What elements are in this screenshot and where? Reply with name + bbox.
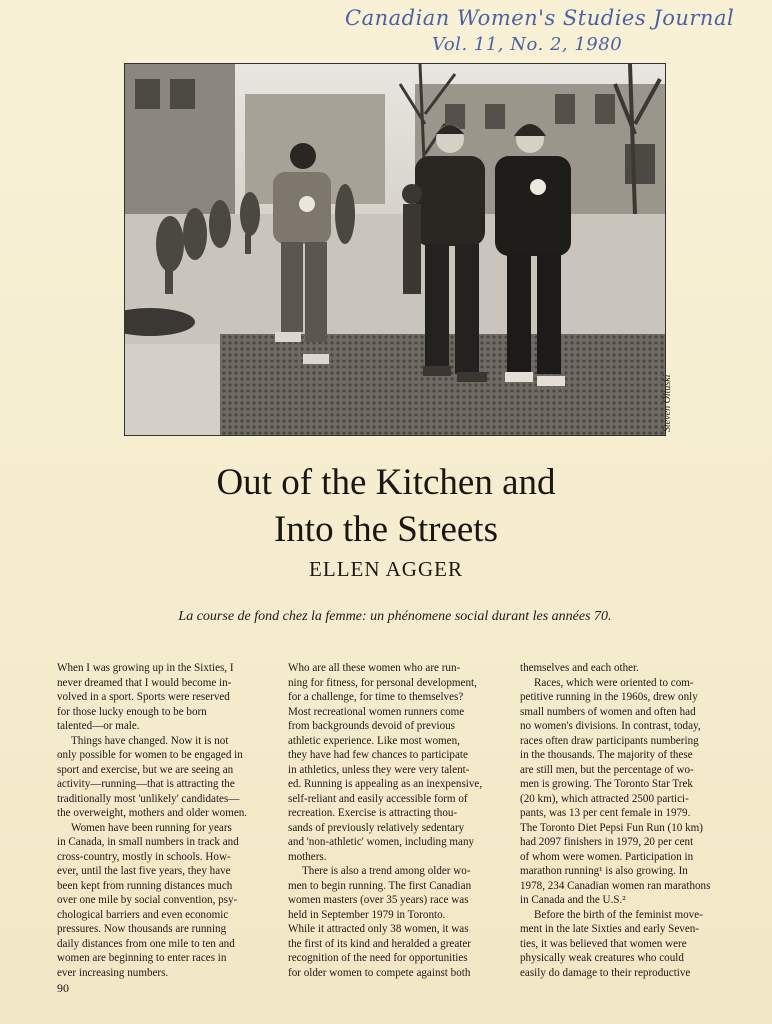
text-line: self-reliant and easily accessible form of bbox=[288, 792, 468, 805]
text-line: no women's divisions. In contrast, today, bbox=[520, 720, 701, 732]
text-line: are still men, but the percentage of wo- bbox=[520, 763, 694, 776]
text-line: ever, until the last five years, they have bbox=[57, 865, 231, 877]
text-line: The Toronto Diet Pepsi Fun Run (10 km) bbox=[520, 821, 703, 834]
runner-left bbox=[273, 143, 331, 364]
text-line: in the thousands. The majority of these bbox=[520, 749, 693, 761]
text-line: ties, it was believed that women were bbox=[520, 937, 687, 950]
text-line: they have had few chances to participate bbox=[288, 749, 468, 761]
text-line: and 'non-athletic' women, including many bbox=[288, 836, 475, 848]
text-line: for a challenge, for time to themselves? bbox=[288, 691, 464, 703]
text-line: themselves and each other. bbox=[520, 662, 639, 674]
text-line: small numbers of women and often had bbox=[520, 705, 696, 718]
runners-photo-illustration bbox=[125, 64, 665, 435]
text-line: While it attracted only 38 women, it was bbox=[288, 923, 469, 935]
text-line: talented—or male. bbox=[57, 720, 140, 732]
text-line: cross-country, mostly in schools. How- bbox=[57, 850, 231, 863]
text-line: volved in a sport. Sports were reserved bbox=[57, 691, 230, 703]
text-line: easily do damage to their reproductive bbox=[520, 966, 691, 979]
text-column-1 bbox=[57, 661, 275, 980]
text-line: the overweight, mothers and older women. bbox=[57, 807, 248, 819]
text-line: ed. Running is appealing as an inexpensive, bbox=[288, 778, 483, 790]
text-line: Who are all these women who are run- bbox=[288, 662, 461, 674]
text-line: had 2097 finishers in 1979, 20 per cent bbox=[520, 836, 694, 848]
text-line: Before the birth of the feminist move- bbox=[534, 908, 703, 921]
text-line: women are beginning to enter races in bbox=[57, 952, 227, 964]
text-line: recognition of the need for opportunities bbox=[288, 952, 468, 964]
text-line: (20 km), which attracted 2500 partici- bbox=[520, 792, 689, 805]
text-line: only possible for women to be engaged in bbox=[57, 749, 243, 761]
text-line: daily distances from one mile to ten and bbox=[57, 937, 235, 950]
text-line: physically weak creatures who could bbox=[520, 952, 684, 964]
text-line: Races, which were oriented to com- bbox=[534, 676, 694, 689]
text-line: pants, was 13 per cent female in 1979. bbox=[520, 807, 691, 819]
text-line: When I was growing up in the Sixties, I bbox=[57, 662, 234, 674]
text-line: mothers. bbox=[288, 850, 327, 863]
text-line: the first of its kind and heralded a greater bbox=[288, 937, 471, 950]
text-line: been kept from running distances much bbox=[57, 879, 233, 892]
text-line: sands of previously relatively sedentary bbox=[288, 821, 465, 834]
text-line: for those lucky enough to be born bbox=[57, 705, 207, 718]
text-line: from backgrounds devoid of previous bbox=[288, 720, 455, 732]
text-line: Things have changed. Now it is not bbox=[71, 734, 229, 747]
text-line: in athletics, unless they were very talent- bbox=[288, 763, 470, 776]
text-column-3 bbox=[520, 661, 750, 980]
photo-credit: Steven Oltuski bbox=[662, 374, 673, 432]
text-line: ever increasing numbers. bbox=[57, 966, 169, 979]
text-line: recreation. Exercise is attracting thou- bbox=[288, 807, 458, 819]
text-line: men to begin running. The first Canadian bbox=[288, 879, 472, 892]
text-line: never dreamed that I would become in- bbox=[57, 676, 232, 689]
text-line: sport and exercise, but we are seeing an bbox=[57, 763, 234, 776]
text-line: chological barriers and even economic bbox=[57, 908, 229, 921]
text-line: for older women to compete against both bbox=[288, 966, 471, 979]
page-number: 90 bbox=[57, 981, 69, 995]
text-line: in Canada, in small numbers in track and bbox=[57, 836, 239, 848]
handwritten-journal-name: Canadian Women's Studies Journal bbox=[345, 6, 735, 30]
text-line: over one mile by social convention, psy- bbox=[57, 894, 238, 906]
text-line: Women have been running for years bbox=[71, 821, 232, 834]
text-line: 1978, 234 Canadian women ran marathons bbox=[520, 879, 711, 892]
text-line: pressures. Now thousands are running bbox=[57, 923, 227, 935]
text-line: athletic experience. Like most women, bbox=[288, 734, 460, 747]
text-line: in Canada and the U.S.² bbox=[520, 894, 626, 906]
text-line: of whom were women. Participation in bbox=[520, 850, 694, 863]
article-title-line-1: Out of the Kitchen and bbox=[216, 462, 556, 503]
article-author: ELLEN AGGER bbox=[309, 557, 463, 581]
text-line: petitive running in the 1960s, drew only bbox=[520, 691, 698, 703]
text-line: women masters (over 35 years) race was bbox=[288, 894, 469, 906]
text-line: traditionally most 'unlikely' candidates— bbox=[57, 792, 240, 805]
text-line: ning for fitness, for personal development, bbox=[288, 676, 477, 689]
text-line: races often draw participants numbering bbox=[520, 734, 699, 747]
text-line: Most recreational women runners come bbox=[288, 705, 465, 718]
text-line: ment in the late Sixties and early Seven- bbox=[520, 923, 699, 935]
text-line: men is growing. The Toronto Star Trek bbox=[520, 778, 693, 790]
text-line: held in September 1979 in Toronto. bbox=[288, 908, 446, 921]
runners-photo bbox=[124, 63, 666, 436]
text-line: marathon running¹ is also growing. In bbox=[520, 865, 688, 877]
text-line: activity—running—that is attracting the bbox=[57, 778, 235, 790]
text-line: There is also a trend among older wo- bbox=[302, 865, 471, 877]
handwritten-volume-note: Vol. 11, No. 2, 1980 bbox=[432, 34, 623, 55]
article-title-line-2: Into the Streets bbox=[273, 509, 498, 550]
text-column-2 bbox=[288, 661, 508, 980]
article-subtitle-french: La course de fond chez la femme: un phénomene social durant les années 70. bbox=[178, 609, 612, 624]
